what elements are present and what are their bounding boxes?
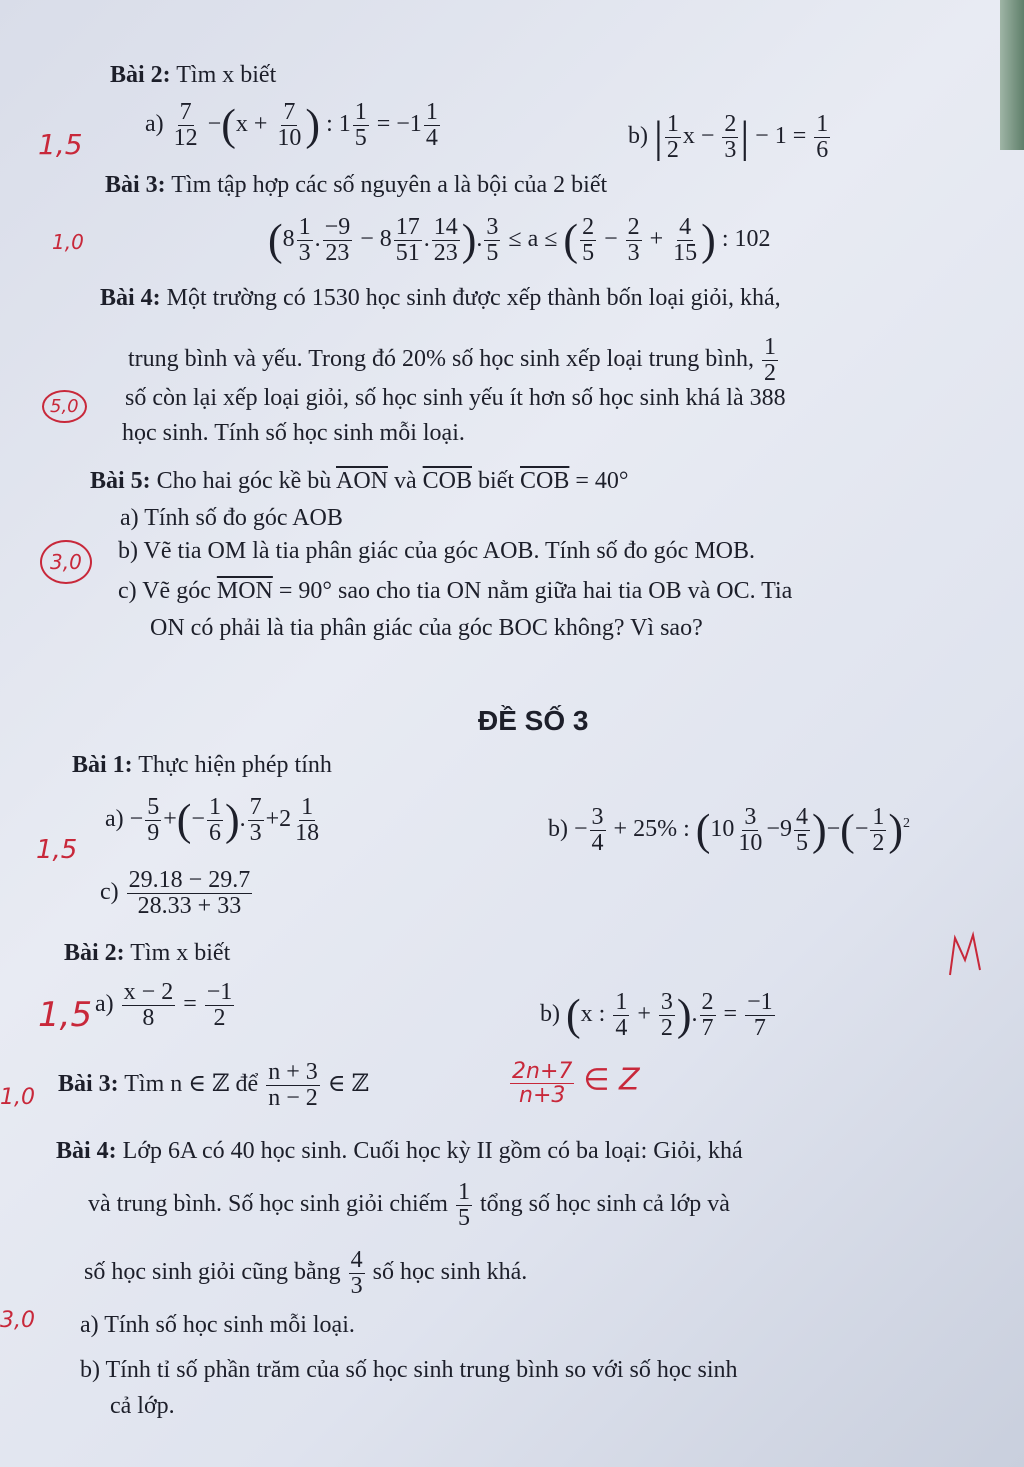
part-a-label: a) bbox=[95, 991, 114, 1018]
bai5-text-b: và bbox=[394, 468, 417, 494]
de3-bai2-b: b) (x : $\frac{1}{4}$ + $\frac{3}{2}$ ). $\frac{2}{7}$ = $\frac{-1}{7}$ bbox=[540, 989, 773, 1042]
de3-bai4-text2b: tổng số học sinh cả lớp và bbox=[479, 1191, 730, 1218]
bai5-c bbox=[118, 578, 792, 605]
de3-bai4-b: b) Tính tỉ số phần trăm của số học sinh trung bình so với số học sinh bbox=[80, 1357, 738, 1383]
de3-bai4-text2a: và trung bình. Số học sinh giỏi chiếm bbox=[88, 1191, 448, 1218]
bai3-rhs: : 102 bbox=[721, 226, 771, 253]
de3-bai4-text1: Lớp 6A có 40 học sinh. Cuối học kỳ II gồm có ba loại: Giỏi, khá bbox=[122, 1138, 743, 1164]
de3-bai3-text: Tìm n ∈ ℤ để bbox=[124, 1071, 259, 1098]
handwritten-note bbox=[508, 1060, 640, 1107]
bai3-tail: ∈ ℤ bbox=[327, 1071, 370, 1098]
part-c-label: c) bbox=[100, 879, 119, 906]
bai2-heading bbox=[110, 62, 276, 89]
bai2-label: Bài 2: bbox=[110, 62, 171, 88]
bai5-text-c: biết bbox=[478, 468, 515, 494]
fraction: $\frac{1}{4}$ bbox=[425, 99, 438, 152]
de3-bai4-label: Bài 4: bbox=[56, 1138, 117, 1164]
bai5-label: Bài 5: bbox=[90, 468, 151, 494]
fraction bbox=[266, 1060, 320, 1111]
de3-bai4-line1 bbox=[56, 1138, 743, 1165]
bai2-part-b: b) | $\frac{1}{2}$ x − $\frac{2}{3}$ | − 1 = $\frac{1}{6}$ bbox=[628, 111, 829, 164]
de3-bai1-a: a) − $\frac{5}{9}$ +(− $\frac{1}{6}$ ). $\frac{7}{3}$ +2 $\frac{1}{18}$ bbox=[105, 794, 320, 847]
handwritten-score: 1,5 bbox=[36, 835, 78, 865]
de3-bai2-text: Tìm x biết bbox=[130, 940, 231, 966]
bai4-line3: số còn lại xếp loại giỏi, số học sinh yếu ít hơn số học sinh khá là 388 bbox=[125, 385, 786, 411]
fraction: $\frac{2}{3}$ bbox=[724, 111, 737, 164]
exam-title: ĐỀ SỐ 3 bbox=[478, 705, 589, 736]
c-denominator: 28.33 + 33 bbox=[137, 893, 242, 920]
de3-bai2-heading bbox=[64, 940, 230, 967]
de3-bai4-text3a: số học sinh giỏi cũng bằng bbox=[84, 1259, 341, 1286]
bai5-text-d: = 40° bbox=[575, 468, 629, 494]
note-tail: ∈ Z bbox=[583, 1062, 640, 1098]
bai5-c-pre: c) Vẽ góc bbox=[118, 578, 211, 604]
bai4-text1: Một trường có 1530 học sinh được xếp thành bốn loại giỏi, khá, bbox=[166, 285, 781, 311]
de3-bai1-text: Thực hiện phép tính bbox=[138, 752, 332, 778]
fraction: $\frac{7}{12}$ bbox=[173, 99, 198, 152]
de3-bai4-line2: và trung bình. Số học sinh giỏi chiếm $\frac{1}{5}$ tổng số học sinh cả lớp và bbox=[88, 1179, 730, 1232]
de3-bai2-label: Bài 2: bbox=[64, 940, 125, 966]
bai3-inequality: (8 $\frac{1}{3}$ . $\frac{-9}{23}$ − 8 $\frac{17}{51}$ . $\frac{14}{23}$ ). $\frac{3}{5}$ ≤ a ≤ ( $\frac{2}{5}$ − $\frac{2}{3}$ + $\frac{4}{15}$ ) : 102 bbox=[268, 214, 771, 267]
bai3-numerator: n + 3 bbox=[268, 1059, 318, 1085]
de3-bai3 bbox=[58, 1060, 369, 1111]
fraction: $\frac{7}{10}$ bbox=[277, 99, 302, 152]
handwritten-score-circled: 5,0 bbox=[42, 390, 87, 423]
angle-aon: $\overline{AON}$ bbox=[336, 468, 388, 494]
handwritten-score: 1,0 bbox=[0, 1085, 35, 1110]
bai3-denominator: n − 2 bbox=[268, 1085, 318, 1112]
part-a-label: a) bbox=[145, 111, 164, 138]
handwritten-score-circled: 3,0 bbox=[40, 540, 92, 584]
fraction: $\frac{1}{5}$ bbox=[354, 99, 367, 152]
note-numerator: 2n+7 bbox=[512, 1059, 573, 1084]
bai5-heading bbox=[90, 468, 629, 495]
bai5-a: a) Tính số đo góc AOB bbox=[120, 505, 343, 531]
de3-bai3-label: Bài 3: bbox=[58, 1071, 119, 1098]
de3-bai2-a: a) $\frac{x - 2}{8}$ = $\frac{-1}{2}$ bbox=[95, 979, 233, 1032]
bai5-b: b) Vẽ tia OM là tia phân giác của góc AOB. Tính số đo góc MOB. bbox=[118, 538, 756, 564]
bai5-c-post: = 90° sao cho tia ON nằm giữa hai tia OB và OC. Tia bbox=[278, 578, 793, 604]
bai4-line2 bbox=[128, 335, 780, 386]
handwritten-score: 1,5 bbox=[38, 995, 93, 1035]
angle-mon: $\overline{MON}$ bbox=[216, 578, 273, 604]
bai5-text-a: Cho hai góc kề bù bbox=[156, 468, 332, 494]
angle-cob: $\overline{COB}$ bbox=[422, 468, 473, 494]
c-numerator: 29.18 − 29.7 bbox=[128, 867, 251, 893]
de3-bai4-a: a) Tính số học sinh mỗi loại. bbox=[80, 1312, 355, 1338]
angle-cob-2: $\overline{COB}$ bbox=[520, 468, 570, 494]
handwritten-mark-icon bbox=[945, 930, 990, 980]
handwritten-score: 3,0 bbox=[0, 1308, 35, 1333]
de3-bai4-line3: số học sinh giỏi cũng bằng $\frac{4}{3}$ số học sinh khá. bbox=[84, 1247, 528, 1300]
part-b-label: b) bbox=[628, 123, 648, 150]
de3-bai4-b2: cả lớp. bbox=[110, 1393, 175, 1419]
handwritten-score: 1,0 bbox=[52, 230, 84, 254]
part-b-label: b) bbox=[540, 1001, 560, 1028]
bai2-text: Tìm x biết bbox=[176, 62, 277, 88]
bai4-text2: trung bình và yếu. Trong đó 20% số học sinh xếp loại trung bình, bbox=[128, 346, 754, 373]
fraction bbox=[127, 868, 253, 919]
part-b-label: b) bbox=[548, 816, 568, 843]
bai4-line1 bbox=[100, 285, 781, 312]
fraction: $\frac{1}{6}$ bbox=[816, 111, 829, 164]
de3-bai1-c bbox=[100, 868, 254, 919]
part-a-label: a) bbox=[105, 806, 124, 833]
bai4-label: Bài 4: bbox=[100, 285, 161, 311]
percent-op: + 25% : bbox=[613, 816, 690, 843]
bai3-text: Tìm tập hợp các số nguyên a là bội của 2 biết bbox=[171, 172, 608, 198]
bai4-line4: học sinh. Tính số học sinh mỗi loại. bbox=[122, 420, 465, 446]
bai5-c2: ON có phải là tia phân giác của góc BOC không? Vì sao? bbox=[150, 615, 703, 641]
note-denominator: n+3 bbox=[519, 1083, 566, 1109]
de3-bai4-text3b: số học sinh khá. bbox=[372, 1259, 528, 1286]
de3-bai1-label: Bài 1: bbox=[72, 752, 133, 778]
bai3-label: Bài 3: bbox=[105, 172, 166, 198]
bai3-heading bbox=[105, 172, 607, 199]
bai2-part-a: a) $\frac{7}{12}$ −(x + $\frac{7}{10}$ ) : 1 $\frac{1}{5}$ = −1 $\frac{1}{4}$ bbox=[145, 99, 438, 152]
handwritten-score: 1,5 bbox=[38, 128, 83, 161]
fraction: $\frac{1}{2}$ bbox=[666, 111, 679, 164]
de3-bai1-b: b) − $\frac{3}{4}$ + 25% : (10 $\frac{3}{10}$ −9 $\frac{4}{5}$ )−(− $\frac{1}{2}$ )$^2$ bbox=[548, 804, 911, 857]
fraction: $\frac{1}{2}$ bbox=[763, 334, 776, 387]
de3-bai1-heading bbox=[72, 752, 332, 779]
page-edge-shadow bbox=[1000, 0, 1024, 150]
